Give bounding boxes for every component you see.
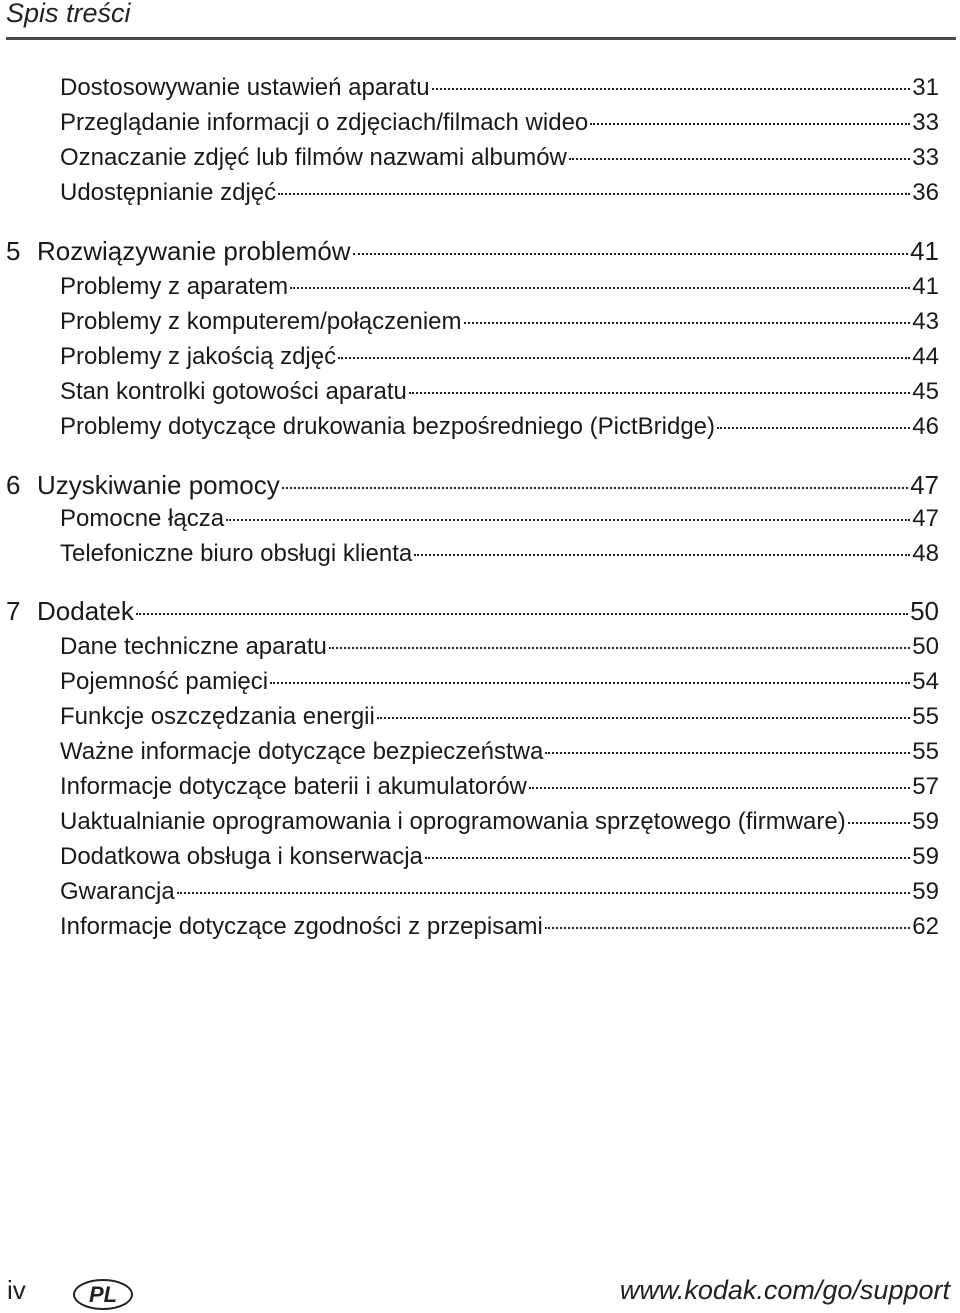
toc-entry-label: Stan kontrolki gotowości aparatu xyxy=(60,378,407,405)
toc-dot-leader xyxy=(848,822,911,824)
toc-entry[interactable] xyxy=(60,843,939,873)
toc-page-number: 47 xyxy=(910,470,939,500)
toc-entry-label: Informacje dotyczące zgodności z przepisami xyxy=(60,913,543,940)
toc-dot-leader xyxy=(432,88,911,90)
toc-page-number: 50 xyxy=(910,596,939,626)
toc-dot-leader xyxy=(590,123,910,125)
toc-entry-label: Informacje dotyczące baterii i akumulatorów xyxy=(60,773,527,800)
toc-page-number: 45 xyxy=(912,378,939,405)
toc-chapter-number: 6 xyxy=(6,470,21,500)
toc-entry[interactable] xyxy=(60,505,939,535)
toc-page-number: 59 xyxy=(912,808,939,835)
toc-dot-leader xyxy=(282,487,908,489)
toc-entry[interactable] xyxy=(60,913,939,943)
toc-entry-label: Ważne informacje dotyczące bezpieczeństwa xyxy=(60,738,544,765)
toc-entry-label: Pomocne łącza xyxy=(60,505,225,532)
toc-dot-leader xyxy=(569,158,910,160)
header-divider xyxy=(6,37,956,40)
toc-page-number: 62 xyxy=(912,913,939,940)
toc-dot-leader xyxy=(414,554,910,556)
toc-entry[interactable] xyxy=(60,703,939,733)
toc-page-number: 43 xyxy=(912,308,939,335)
toc-page-number: 33 xyxy=(912,144,939,171)
toc-page-number: 59 xyxy=(912,843,939,870)
toc-dot-leader xyxy=(529,787,910,789)
toc-entry[interactable] xyxy=(60,540,939,570)
toc-entry-label: Przeglądanie informacji o zdjęciach/filmach wideo xyxy=(60,109,589,136)
toc-entry-label: Uzyskiwanie pomocy xyxy=(37,470,280,500)
toc-entry[interactable] xyxy=(60,878,939,908)
toc-dot-leader xyxy=(545,752,910,754)
toc-page-number: 46 xyxy=(912,413,939,440)
toc-dot-leader xyxy=(353,253,909,255)
toc-entry-label: Udostępnianie zdjęć xyxy=(60,179,277,206)
toc-dot-leader xyxy=(717,427,910,429)
toc-entry[interactable] xyxy=(60,773,939,803)
toc-entry[interactable] xyxy=(60,109,939,139)
toc-entry[interactable] xyxy=(60,179,939,209)
toc-entry[interactable] xyxy=(60,413,939,443)
toc-entry[interactable] xyxy=(60,343,939,373)
toc-entry-label: Problemy z aparatem xyxy=(60,273,289,300)
toc-page-number: 50 xyxy=(912,633,939,660)
toc-page-number: 59 xyxy=(912,878,939,905)
toc-page-number: 55 xyxy=(912,738,939,765)
toc-entry[interactable] xyxy=(60,74,939,104)
toc-entry-label: Uaktualnianie oprogramowania i oprogramowania sprzętowego (firmware) xyxy=(60,808,846,835)
toc-entry-label: Rozwiązywanie problemów xyxy=(37,236,351,266)
toc-entry[interactable] xyxy=(60,738,939,768)
toc-entry[interactable] xyxy=(60,144,939,174)
toc-page-number: 36 xyxy=(912,179,939,206)
toc-dot-leader xyxy=(425,857,910,859)
toc-entry-label: Gwarancja xyxy=(60,878,175,905)
toc-dot-leader xyxy=(464,322,911,324)
toc-chapter-entry[interactable] xyxy=(6,596,939,628)
toc-entry-label: Problemy z komputerem/połączeniem xyxy=(60,308,462,335)
toc-page-number: 41 xyxy=(910,236,939,266)
toc-page-number: 57 xyxy=(912,773,939,800)
toc-dot-leader xyxy=(338,357,910,359)
toc-dot-leader xyxy=(329,647,910,649)
toc-entry[interactable] xyxy=(60,808,939,838)
toc-page-number: 41 xyxy=(912,273,939,300)
toc-dot-leader xyxy=(278,193,910,195)
toc-chapter-entry[interactable] xyxy=(6,236,939,268)
toc-page-number: 31 xyxy=(912,74,939,101)
toc-entry-label: Dostosowywanie ustawień aparatu xyxy=(60,74,430,101)
toc-entry-label: Telefoniczne biuro obsługi klienta xyxy=(60,540,413,567)
toc-entry-label: Problemy z jakością zdjęć xyxy=(60,343,337,370)
support-url[interactable]: www.kodak.com/go/support xyxy=(619,1275,950,1305)
toc-entry[interactable] xyxy=(60,273,939,303)
toc-page-number: 33 xyxy=(912,109,939,136)
toc-dot-leader xyxy=(290,287,910,289)
toc-chapter-number: 5 xyxy=(6,236,21,266)
toc-entry-label: Dodatkowa obsługa i konserwacja xyxy=(60,843,423,870)
page-number: iv xyxy=(7,1275,26,1305)
toc-entry-label: Pojemność pamięci xyxy=(60,668,269,695)
toc-entry[interactable] xyxy=(60,308,939,338)
toc-page-number: 54 xyxy=(912,668,939,695)
toc-chapter-number: 7 xyxy=(6,596,21,626)
toc-entry-label: Oznaczanie zdjęć lub filmów nazwami albumów xyxy=(60,144,567,171)
toc-dot-leader xyxy=(409,392,910,394)
toc-dot-leader xyxy=(270,682,910,684)
toc-entry-label: Dodatek xyxy=(37,596,134,626)
toc-dot-leader xyxy=(136,613,908,615)
toc-dot-leader xyxy=(545,927,910,929)
toc-page-number: 48 xyxy=(912,540,939,567)
toc-page-number: 55 xyxy=(912,703,939,730)
toc-page-number: 44 xyxy=(912,343,939,370)
toc-entry-label: Problemy dotyczące drukowania bezpośredniego (PictBridge) xyxy=(60,413,716,440)
toc-entry[interactable] xyxy=(60,633,939,663)
language-badge: PL xyxy=(73,1279,133,1310)
toc-page-number: 47 xyxy=(912,505,939,532)
toc-chapter-entry[interactable] xyxy=(6,470,939,502)
toc-dot-leader xyxy=(377,717,910,719)
toc-entry-label: Funkcje oszczędzania energii xyxy=(60,703,375,730)
toc-entry[interactable] xyxy=(60,378,939,408)
toc-entry[interactable] xyxy=(60,668,939,698)
toc-entry-label: Dane techniczne aparatu xyxy=(60,633,327,660)
page-title: Spis treści xyxy=(6,0,131,28)
toc-dot-leader xyxy=(226,519,910,521)
toc-dot-leader xyxy=(177,892,911,894)
